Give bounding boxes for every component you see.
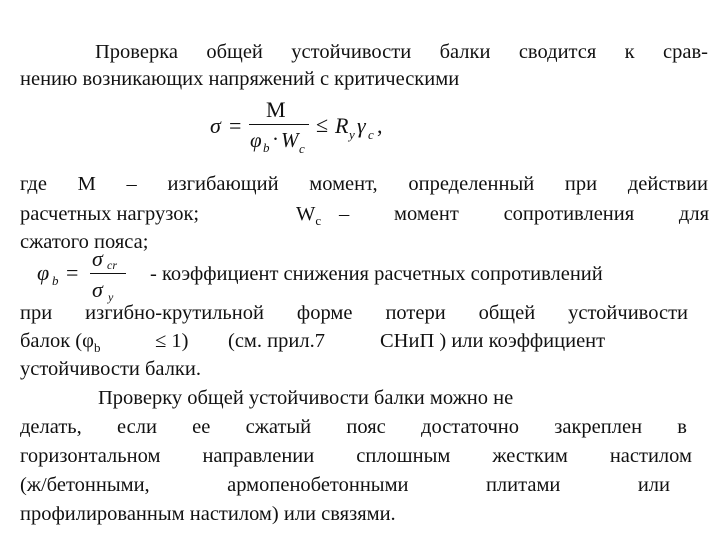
paragraph4-line3 bbox=[20, 444, 692, 468]
paragraph1-line2-text: нению возникающих напряжений с критическими bbox=[20, 68, 460, 90]
paragraph2-line3 bbox=[20, 230, 148, 254]
formula-fraction-bar bbox=[249, 124, 309, 125]
paragraph2-line1 bbox=[20, 172, 708, 196]
paragraph2-line2-a: расчетных нагрузок; bbox=[20, 203, 200, 225]
formula-sigma: σ bbox=[210, 113, 221, 138]
paragraph2-line1-text: где М – изгибающий момент, определенный при действии bbox=[20, 173, 708, 195]
formula-numerator-M: M bbox=[266, 97, 286, 122]
phi-equals: = bbox=[66, 260, 79, 285]
formula-gamma: γ bbox=[357, 113, 366, 138]
formula-comma: , bbox=[377, 113, 383, 138]
formula-denominator-phi: φ bbox=[250, 128, 262, 152]
paragraph4-line2-text: делать, если ее сжатый пояс достаточно закреплен в bbox=[20, 416, 687, 438]
paragraph3-line2 bbox=[20, 329, 700, 360]
paragraph3-line2-b: ≤ 1) bbox=[155, 330, 189, 352]
formula-denominator-phi-sub: b bbox=[263, 140, 270, 155]
phi-lhs-sub: b bbox=[52, 273, 59, 288]
paragraph2-W-letter: W bbox=[296, 203, 316, 225]
paragraph4-line4-text: (ж/бетонными, армопенобетонными плитами или bbox=[20, 474, 670, 496]
paragraph3-line2-sub: b bbox=[93, 340, 101, 356]
paragraph2-line2 bbox=[20, 202, 710, 229]
paragraph4-line1-text: Проверку общей устойчивости балки можно не bbox=[98, 387, 514, 409]
paragraph3-line1 bbox=[20, 301, 688, 325]
paragraph1-line1-text: Проверка общей устойчивости балки сводится к срав- bbox=[95, 41, 708, 63]
phi-denominator-sigma: σ bbox=[92, 277, 103, 302]
paragraph3-line2-c: (см. прил.7 bbox=[228, 330, 325, 352]
paragraph4-line3-text: горизонтальном направлении сплошным жестким настилом bbox=[20, 445, 692, 467]
formula-denominator-W-sub: c bbox=[299, 141, 305, 156]
paragraph3-line3 bbox=[20, 357, 201, 381]
paragraph3-line2-d: СНиП ) или коэффициент bbox=[380, 330, 606, 352]
phi-description-text: - коэффициент снижения расчетных сопротивлений bbox=[150, 263, 603, 285]
paragraph2-line2-W bbox=[296, 202, 321, 233]
paragraph4-line1 bbox=[98, 386, 513, 410]
paragraph2-line2-c: – момент сопротивления для bbox=[339, 203, 709, 225]
formula-denominator-dot: · bbox=[272, 127, 279, 151]
paragraph2-line3-text: сжатого пояса; bbox=[20, 231, 149, 253]
paragraph3-line3-text: устойчивости балки. bbox=[20, 358, 201, 380]
phi-description bbox=[150, 262, 603, 286]
phi-denominator-sub: y bbox=[108, 290, 114, 304]
formula-gamma-sub: c bbox=[368, 127, 374, 142]
phi-numerator-sub: cr bbox=[107, 258, 117, 272]
formula-equals: = bbox=[229, 113, 242, 138]
phi-fraction-bar bbox=[90, 273, 126, 274]
paragraph3-line1-text: при изгибно-крутильной форме потери общей устойчивости bbox=[20, 302, 688, 324]
formula-R-sub: y bbox=[349, 127, 355, 142]
formula-leq: ≤ bbox=[316, 112, 329, 137]
formula-denominator-W: W bbox=[281, 128, 299, 152]
paragraph4-line5-text: профилированным настилом) или связями. bbox=[20, 503, 396, 525]
paragraph4-line5 bbox=[20, 502, 396, 526]
paragraph4-line4 bbox=[20, 473, 670, 497]
paragraph3-line2-a: балок (φ bbox=[20, 330, 94, 352]
paragraph1-line1 bbox=[95, 40, 708, 64]
phi-numerator-sigma: σ bbox=[92, 246, 103, 271]
phi-lhs: φ bbox=[37, 260, 50, 285]
formula-R: R bbox=[335, 113, 349, 138]
paragraph1-line2 bbox=[20, 67, 459, 91]
paragraph4-line2 bbox=[20, 415, 687, 439]
paragraph2-W-sub: c bbox=[315, 213, 322, 229]
